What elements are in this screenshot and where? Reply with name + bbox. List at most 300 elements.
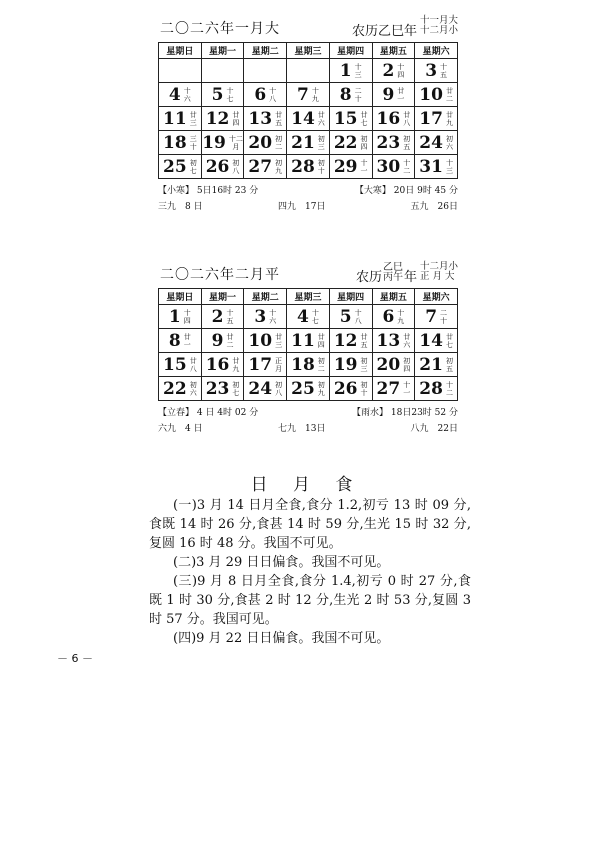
week-row: [159, 131, 458, 155]
lunar-day: [446, 381, 453, 397]
lunar-day: [275, 135, 282, 151]
lunar-day-char: 二: [226, 340, 234, 349]
february-nine-3: 八九 22日: [410, 424, 458, 434]
lunar-day: [403, 333, 410, 349]
day-cell: [244, 377, 287, 401]
day-number: 12: [333, 330, 358, 351]
lunar-day: [355, 87, 362, 103]
january-nine-1: 三九 8 日: [158, 202, 203, 212]
lunar-day: [318, 357, 325, 373]
day-number: 8: [168, 330, 181, 351]
page-number: － 6 －: [57, 652, 93, 665]
day-number: 13: [248, 108, 273, 129]
lunar-day: [184, 309, 191, 325]
day-cell: [159, 155, 202, 179]
lunar-day-char: 三: [360, 364, 368, 373]
lunar-day-char: 初: [360, 356, 368, 365]
lunar-day-char: 廿: [445, 110, 453, 119]
lunar-day-char: 十: [226, 308, 234, 317]
lunar-day-char: 七: [311, 316, 319, 325]
day-cell: [329, 377, 372, 401]
lunar-day-char: 三: [189, 134, 197, 143]
week-row: [159, 353, 458, 377]
february-title: 二〇二六年二月平: [160, 267, 280, 283]
lunar-day-char: 廿: [275, 110, 283, 119]
day-cell: [287, 329, 330, 353]
january-solar-term-1: 【小寒】 5日16时 23 分: [158, 186, 259, 196]
day-number: 11: [163, 108, 187, 129]
day-number: 9: [211, 330, 224, 351]
day-cell: [372, 329, 415, 353]
weekday-header: 星期六: [415, 289, 458, 305]
day-number: 2: [211, 306, 224, 327]
lunar-day-char: 十: [183, 86, 191, 95]
day-cell: [159, 83, 202, 107]
lunar-day-char: 月: [232, 142, 240, 151]
january-nine-2: 四九 17日: [278, 202, 326, 212]
day-number: 14: [291, 108, 315, 129]
day-number: 31: [419, 156, 443, 177]
weekday-header: 星期三: [287, 43, 330, 59]
lunar-day-char: 十: [226, 86, 234, 95]
january-lunar-info: [352, 16, 458, 39]
day-number: 28: [419, 378, 443, 399]
lunar-day-char: 廿: [445, 86, 453, 95]
day-cell: [329, 155, 372, 179]
lunar-day-char: 廿: [317, 110, 325, 119]
weekday-header: 星期四: [329, 289, 372, 305]
day-number: 6: [254, 84, 267, 105]
day-cell: [372, 155, 415, 179]
lunar-day-char: 三: [354, 70, 362, 79]
lunar-day: [361, 159, 368, 175]
day-cell: [201, 329, 244, 353]
day-number: 11: [291, 330, 315, 351]
lunar-day-char: 十: [189, 142, 197, 151]
day-number: 4: [297, 306, 309, 327]
day-cell: [244, 305, 287, 329]
lunar-day: [275, 111, 282, 127]
lunar-day-char: 十: [354, 308, 362, 317]
day-number: 26: [333, 378, 358, 399]
week-row: [159, 59, 458, 83]
eclipses-list: [149, 496, 471, 648]
lunar-day-char: 十: [311, 86, 319, 95]
lunar-day-char: 四: [232, 118, 240, 127]
lunar-day-char: 五: [275, 118, 283, 127]
lunar-day-char: 廿: [232, 356, 240, 365]
day-number: 16: [376, 108, 401, 129]
day-cell: [287, 131, 330, 155]
lunar-day-char: 廿: [317, 332, 325, 341]
lunar-day-char: 五: [445, 364, 453, 373]
week-row: [159, 83, 458, 107]
day-cell: [329, 131, 372, 155]
lunar-day-char: 十: [311, 308, 319, 317]
january-lunar-prefix: 农历乙巳年: [351, 24, 417, 39]
february-solar-term-1: 【立春】 4 日 4时 02 分: [158, 408, 259, 418]
lunar-day: [440, 63, 447, 79]
day-cell: [244, 155, 287, 179]
day-cell: [372, 353, 415, 377]
lunar-day-char: 廿: [189, 110, 197, 119]
day-cell: [201, 131, 244, 155]
day-cell: [201, 83, 244, 107]
lunar-day-char: 九: [445, 118, 453, 127]
lunar-day-char: 初: [232, 380, 240, 389]
january-grid: [158, 42, 458, 179]
lunar-day-char: 三: [317, 142, 325, 151]
lunar-day-char: 一: [183, 340, 191, 349]
day-cell: [201, 155, 244, 179]
lunar-day-char: 十: [360, 158, 368, 167]
day-cell: [244, 131, 287, 155]
lunar-day-char: 六: [403, 340, 411, 349]
day-number: 15: [333, 108, 358, 129]
lunar-day: [269, 309, 276, 325]
day-cell: [372, 83, 415, 107]
day-number: 15: [163, 354, 187, 375]
weekday-header: 星期二: [244, 289, 287, 305]
lunar-day: [190, 357, 197, 373]
lunar-day-char: 廿: [445, 332, 453, 341]
day-number: 12: [205, 108, 230, 129]
weekday-header: 星期五: [372, 43, 415, 59]
day-cell: [415, 131, 458, 155]
lunar-day-char: 廿: [403, 110, 411, 119]
lunar-day-char: 三: [275, 340, 283, 349]
day-number: 10: [248, 330, 273, 351]
lunar-day-char: 十: [403, 380, 411, 389]
day-number: 16: [205, 354, 230, 375]
lunar-day-char: 七: [360, 118, 368, 127]
lunar-day-char: 廿: [403, 332, 411, 341]
week-row: [159, 155, 458, 179]
day-cell: [244, 83, 287, 107]
day-number: 25: [291, 378, 315, 399]
lunar-day-char: 二: [354, 86, 362, 95]
day-cell: [244, 353, 287, 377]
day-number: 21: [291, 132, 315, 153]
week-row: [159, 329, 458, 353]
february-nine-2: 七九 13日: [278, 424, 326, 434]
lunar-day: [440, 309, 447, 325]
january-lunar-month-a: 十一月大: [419, 15, 458, 26]
lunar-day-char: 一: [397, 94, 405, 103]
day-number: 22: [333, 132, 358, 153]
lunar-day: [446, 135, 453, 151]
lunar-day: [226, 333, 233, 349]
day-number: 26: [205, 156, 230, 177]
lunar-day-char: 八: [403, 118, 411, 127]
lunar-day: [355, 63, 362, 79]
lunar-day-char: 初: [275, 380, 283, 389]
day-number: 14: [419, 330, 443, 351]
lunar-day: [403, 357, 410, 373]
weekday-header: 星期五: [372, 289, 415, 305]
lunar-day-char: 一: [360, 166, 368, 175]
day-number: 18: [163, 132, 187, 153]
day-cell: [159, 377, 202, 401]
lunar-day-char: 十: [440, 316, 448, 325]
weekday-header: 星期日: [159, 289, 202, 305]
lunar-day-char: 初: [275, 158, 283, 167]
lunar-day-char: 十: [445, 158, 453, 167]
lunar-day: [190, 381, 197, 397]
lunar-day-char: 廿: [226, 332, 234, 341]
lunar-day-char: 初: [317, 134, 325, 143]
lunar-day-char: 四: [403, 364, 411, 373]
day-cell: [287, 353, 330, 377]
lunar-day-char: 初: [403, 134, 411, 143]
lunar-day-char: 廿: [360, 110, 368, 119]
day-number: 30: [376, 156, 401, 177]
eclipse-item-3: (三)9 月 8 日月全食,食分 1.4,初亏 0 时 27 分,食既 1 时 30 分,食甚 2 时 12 分,生光 2 时 53 分,复圆 3 时 57 分。我国可见。: [149, 574, 471, 627]
lunar-day: [446, 333, 453, 349]
eclipse-item-1: (一)3 月 14 日月全食,食分 1.2,初亏 13 时 09 分,食既 14 时 26 分,食甚 14 时 59 分,生光 15 时 32 分,复圆 16 时 48 分。我国不可见。: [149, 498, 471, 551]
day-cell: [287, 155, 330, 179]
week-row: [159, 377, 458, 401]
lunar-day-char: 初: [317, 356, 325, 365]
lunar-day-char: 六: [183, 94, 191, 103]
february-year-b: 丙午: [382, 272, 403, 283]
lunar-day-char: 十: [440, 62, 448, 71]
lunar-day-char: 正: [275, 356, 283, 365]
day-number: 5: [211, 84, 224, 105]
february-year-a: 乙巳: [382, 262, 403, 273]
day-cell: [329, 83, 372, 107]
lunar-day-char: 初: [275, 134, 283, 143]
day-number: 25: [163, 156, 187, 177]
day-number: 29: [333, 156, 358, 177]
february-grid: [158, 288, 458, 401]
day-cell: [372, 131, 415, 155]
day-cell: [329, 107, 372, 131]
lunar-day: [397, 87, 404, 103]
lunar-day: [275, 159, 282, 175]
day-cell: [329, 353, 372, 377]
february-lunar-info: [356, 262, 458, 285]
lunar-day-char: 八: [232, 166, 240, 175]
lunar-day: [361, 135, 368, 151]
february-lunar-month-b: 正 月 大: [419, 271, 455, 282]
lunar-day-char: 十: [397, 62, 405, 71]
february-lunar-prefix: 农历: [355, 270, 382, 285]
lunar-day: [190, 111, 197, 127]
lunar-day-char: 初: [232, 158, 240, 167]
lunar-day-char: 月: [275, 364, 283, 373]
lunar-day: [226, 309, 233, 325]
lunar-day-char: 十: [183, 308, 191, 317]
lunar-day: [232, 111, 239, 127]
lunar-day: [361, 333, 368, 349]
lunar-day: [275, 333, 282, 349]
lunar-day-char: 十: [360, 388, 368, 397]
lunar-day-char: 初: [317, 158, 325, 167]
lunar-day: [403, 381, 410, 397]
day-number: 2: [382, 60, 395, 81]
day-cell: [159, 353, 202, 377]
lunar-day: [275, 357, 282, 373]
day-cell: [415, 83, 458, 107]
lunar-day: [446, 111, 453, 127]
lunar-day: [190, 135, 197, 151]
day-cell: [287, 377, 330, 401]
lunar-day-char: 二: [445, 94, 453, 103]
lunar-day: [184, 333, 191, 349]
weekday-header: 星期一: [201, 43, 244, 59]
lunar-day-char: 廿: [397, 86, 405, 95]
lunar-day-char: 八: [354, 316, 362, 325]
eclipses-heading: 日 月 食: [250, 475, 363, 495]
lunar-day: [318, 135, 325, 151]
february-solar-term-2: 【雨水】 18日23时 52 分: [352, 408, 458, 418]
february-calendar: [158, 262, 458, 437]
lunar-day: [232, 159, 239, 175]
day-number: 9: [382, 84, 395, 105]
lunar-day-char: 十: [269, 308, 277, 317]
lunar-day-char: 廿: [232, 110, 240, 119]
lunar-day-char: 廿: [275, 332, 283, 341]
lunar-day-char: 八: [189, 364, 197, 373]
february-year-suffix: 年: [403, 270, 417, 285]
day-number: 7: [425, 306, 438, 327]
lunar-day: [446, 87, 453, 103]
lunar-day: [232, 381, 239, 397]
day-number: 5: [339, 306, 352, 327]
day-number: 19: [333, 354, 358, 375]
day-cell: [159, 59, 202, 83]
lunar-day: [232, 357, 239, 373]
lunar-day: [318, 381, 325, 397]
day-cell: [287, 83, 330, 107]
weekday-header: 星期日: [159, 43, 202, 59]
lunar-day-char: 九: [397, 316, 405, 325]
lunar-day: [446, 357, 453, 373]
week-row: [159, 305, 458, 329]
day-number: 27: [248, 156, 273, 177]
january-nine-3: 五九 26日: [410, 202, 458, 212]
lunar-day-char: 十: [269, 86, 277, 95]
lunar-day-char: 五: [440, 70, 448, 79]
lunar-day-char: 七: [445, 340, 453, 349]
day-number: 18: [291, 354, 315, 375]
weekday-header: 星期三: [287, 289, 330, 305]
january-calendar: [158, 16, 458, 215]
day-cell: [287, 107, 330, 131]
day-number: 1: [168, 306, 181, 327]
lunar-day-char: 十: [354, 62, 362, 71]
day-cell: [201, 107, 244, 131]
day-cell: [329, 305, 372, 329]
lunar-day-char: 十二: [228, 134, 243, 143]
lunar-day-char: 廿: [183, 332, 191, 341]
lunar-day: [318, 111, 325, 127]
day-cell: [415, 59, 458, 83]
day-cell: [201, 59, 244, 83]
lunar-day: [229, 135, 243, 151]
lunar-day-char: 六: [317, 118, 325, 127]
january-title: 二〇二六年一月大: [160, 21, 280, 37]
lunar-day-char: 初: [317, 380, 325, 389]
day-number: 28: [291, 156, 315, 177]
week-row: [159, 107, 458, 131]
lunar-day-char: 五: [360, 340, 368, 349]
lunar-day: [312, 87, 319, 103]
lunar-day-char: 廿: [360, 332, 368, 341]
lunar-day-char: 六: [445, 142, 453, 151]
lunar-day-char: 七: [189, 166, 197, 175]
day-cell: [201, 377, 244, 401]
lunar-day: [361, 357, 368, 373]
eclipse-item-2: (二)3 月 29 日日偏食。我国不可见。: [173, 555, 390, 570]
lunar-day-char: 六: [269, 316, 277, 325]
lunar-day: [403, 111, 410, 127]
lunar-day-char: 四: [360, 142, 368, 151]
lunar-day: [361, 111, 368, 127]
lunar-day-char: 一: [403, 388, 411, 397]
february-nine-1: 六九 4 日: [158, 424, 203, 434]
day-number: 24: [419, 132, 443, 153]
day-number: 7: [297, 84, 309, 105]
day-cell: [201, 305, 244, 329]
day-cell: [415, 107, 458, 131]
day-number: 17: [419, 108, 443, 129]
day-cell: [415, 329, 458, 353]
lunar-day: [361, 381, 368, 397]
day-number: 20: [376, 354, 401, 375]
day-cell: [159, 305, 202, 329]
lunar-day-char: 四: [397, 70, 405, 79]
january-solar-term-2: 【大寒】 20日 9时 45 分: [354, 186, 458, 196]
lunar-day-char: 初: [403, 356, 411, 365]
lunar-day-char: 十: [397, 308, 405, 317]
lunar-day-char: 初: [445, 356, 453, 365]
day-number: 3: [425, 60, 438, 81]
lunar-day-char: 二: [275, 142, 283, 151]
lunar-day: [318, 333, 325, 349]
lunar-day-char: 五: [226, 316, 234, 325]
weekday-header: 星期一: [201, 289, 244, 305]
lunar-day-char: 三: [445, 166, 453, 175]
weekday-header: 星期六: [415, 43, 458, 59]
eclipse-item-4: (四)9 月 22 日日偏食。我国不可见。: [173, 631, 390, 646]
lunar-day-char: 十: [354, 94, 362, 103]
day-number: 19: [202, 132, 226, 153]
day-cell: [287, 59, 330, 83]
lunar-day-char: 初: [445, 134, 453, 143]
lunar-day-char: 二: [317, 364, 325, 373]
day-cell: [372, 107, 415, 131]
weekday-header: 星期二: [244, 43, 287, 59]
lunar-day: [318, 159, 325, 175]
lunar-day-char: 四: [317, 340, 325, 349]
lunar-day-char: 廿: [189, 356, 197, 365]
day-number: 8: [339, 84, 352, 105]
day-number: 24: [248, 378, 273, 399]
lunar-day-char: 十: [445, 380, 453, 389]
day-cell: [159, 329, 202, 353]
day-cell: [372, 59, 415, 83]
day-cell: [415, 155, 458, 179]
day-cell: [415, 305, 458, 329]
lunar-day: [403, 135, 410, 151]
lunar-day-char: 九: [317, 388, 325, 397]
day-number: 23: [205, 378, 230, 399]
day-number: 17: [248, 354, 273, 375]
lunar-day: [190, 159, 197, 175]
day-number: 20: [248, 132, 273, 153]
